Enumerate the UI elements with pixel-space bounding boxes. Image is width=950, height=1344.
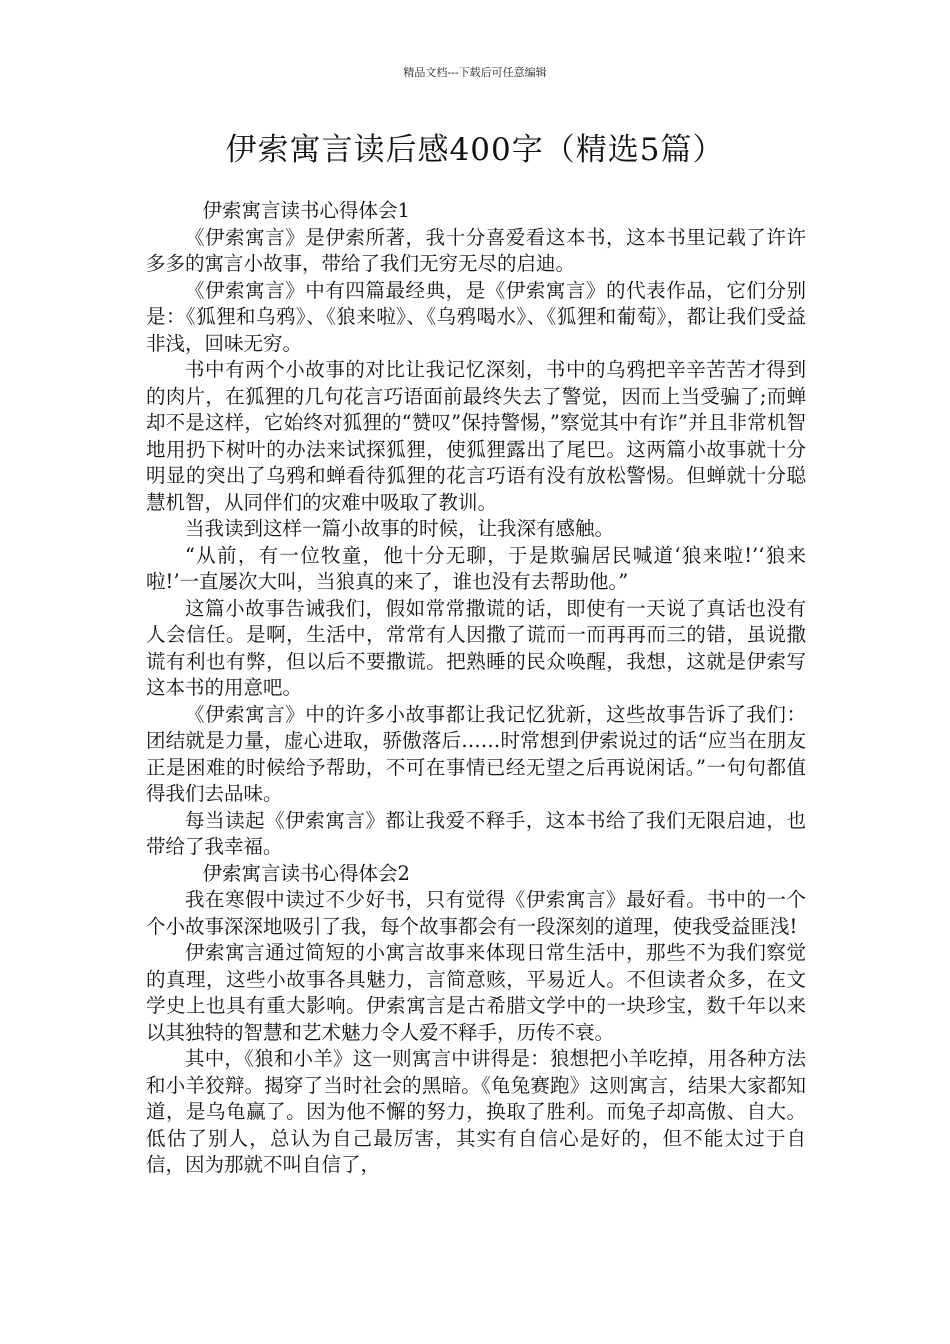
- body-paragraph: 《伊索寓言》中的许多小故事都让我记忆犹新，这些故事告诉了我们：团结就是力量，虚心进取，骄傲落后……时常想到伊索说过的话“应当在朋友正是困难的时候给予帮助，不可在事情已经无望之后再说闲话。”一句句都值得我们去品味。: [146, 702, 806, 805]
- body-paragraph: 每当读起《伊索寓言》都让我爱不释手，这本书给了我们无限启迪，也带给了我幸福。: [146, 808, 806, 858]
- body-paragraph: “从前，有一位牧童，他十分无聊，于是欺骗居民喊道‘狼来啦!’‘狼来啦!’一直屡次大叫，当狼真的来了，谁也没有去帮助他。”: [146, 543, 806, 593]
- body-paragraph: 书中有两个小故事的对比让我记忆深刻，书中的乌鸦把辛辛苦苦才得到的肉片，在狐狸的几句花言巧语面前最终失去了警觉，因而上当受骗了;而蝉却不是这样，它始终对狐狸的“赞叹”保持警惕，”察觉其中有诈”并且非常机智地用扔下树叶的办法来试探狐狸，使狐狸露出了尾巴。这两篇小故事就十分明显的突出了乌鸦和蝉看待狐狸的花言巧语有没有放松警惕。但蝉就十分聪慧机智，从同伴们的灾难中吸取了教训。: [146, 358, 806, 514]
- body-paragraph: 当我读到这样一篇小故事的时候，让我深有感触。: [185, 517, 615, 540]
- body-paragraph: 伊索寓言通过简短的小寓言故事来体现日常生活中，那些不为我们察觉的真理，这些小故事各具魅力，言简意赅，平易近人。不但读者众多，在文学史上也具有重大影响。伊索寓言是古希腊文学中的一块珍宝，数千年以来以其独特的智慧和艺术魅力令人爱不释手，历传不衰。: [146, 941, 806, 1044]
- body-paragraph: 《伊索寓言》中有四篇最经典，是《伊索寓言》的代表作品，它们分别是：《狐狸和乌鸦》、《狼来啦》、《乌鸦喝水》、《狐狸和葡萄》，都让我们受益非浅，回味无穷。: [146, 278, 806, 355]
- body-paragraph: 《伊索寓言》是伊索所著，我十分喜爱看这本书，这本书里记载了许许多多的寓言小故事，带给了我们无穷无尽的启迪。: [146, 225, 806, 275]
- page-header: 精品文档---下载后可任意编辑: [403, 66, 547, 79]
- document-title: 伊索寓言读后感400字（精选5篇）: [225, 132, 725, 168]
- section-heading: 伊索寓言读书心得体会2: [202, 861, 410, 885]
- document-body: [146, 198, 806, 1179]
- body-paragraph: 我在寒假中读过不少好书，只有觉得《伊索寓言》最好看。书中的一个个小故事深深地吸引了我，每个故事都会有一段深刻的道理，使我受益匪浅!: [146, 888, 806, 938]
- body-paragraph: 其中，《狼和小羊》这一则寓言中讲得是：狼想把小羊吃掉，用各种方法和小羊狡辩。揭穿了当时社会的黑暗。《龟兔赛跑》这则寓言，结果大家都知道，是乌龟赢了。因为他不懈的努力，换取了胜利。而兔子却高傲、自大。低估了别人，总认为自己最厉害，其实有自信心是好的，但不能太过于自信，因为那就不叫自信了，: [146, 1047, 806, 1176]
- section-heading: 伊索寓言读书心得体会1: [202, 199, 410, 222]
- body-paragraph: 这篇小故事告诫我们，假如常常撒谎的话，即使有一天说了真话也没有人会信任。是啊，生活中，常常有人因撒了谎而一而再再而三的错，虽说撒谎有利也有弊，但以后不要撒谎。把熟睡的民众唤醒，我想，这就是伊索写这本书的用意吧。: [146, 596, 806, 699]
